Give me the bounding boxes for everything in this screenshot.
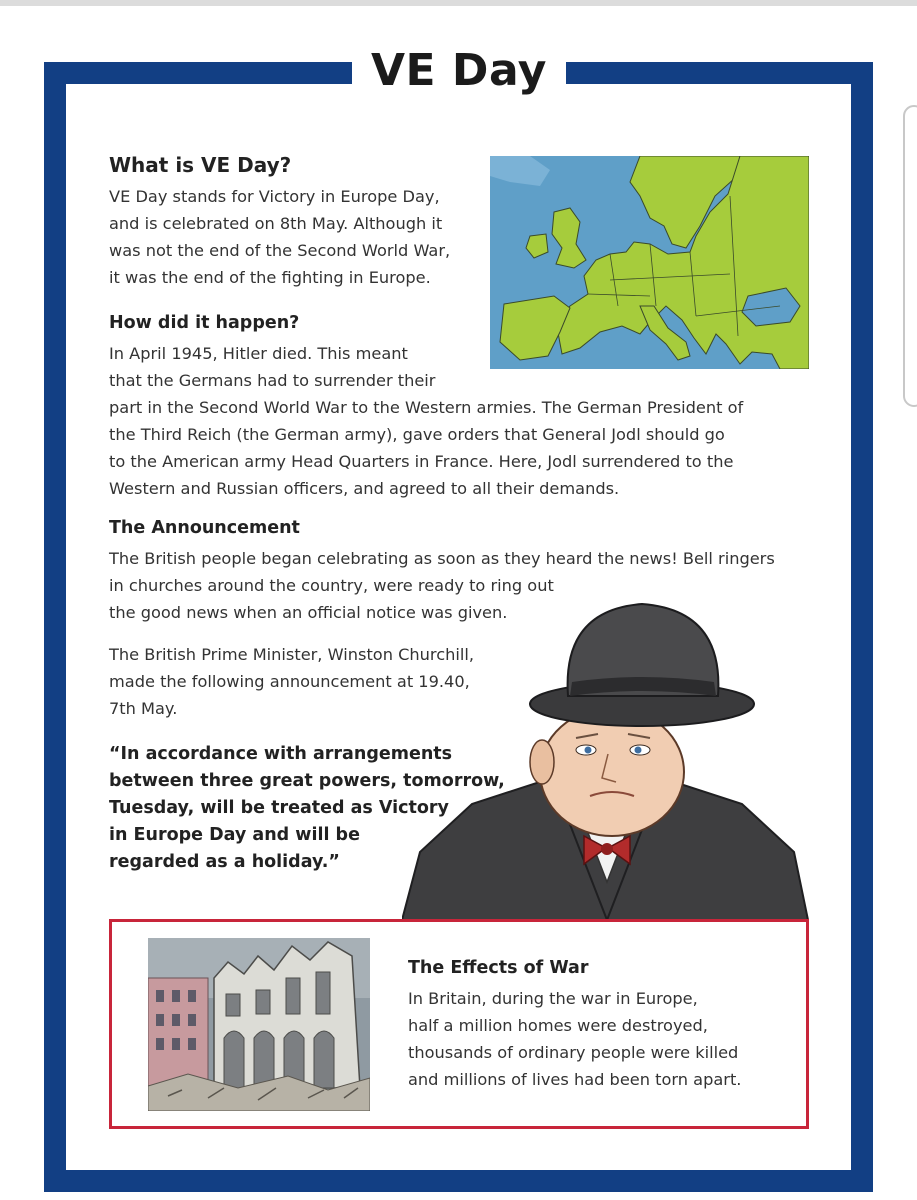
announcement-line: The British people began celebrating as soon as they heard the news! Bell ringers	[109, 549, 775, 568]
churchill-line: made the following announcement at 19.40,	[109, 672, 470, 691]
effects-heading: The Effects of War	[408, 958, 589, 978]
happen-line: the Third Reich (the German army), gave orders that General Jodl should go	[109, 425, 725, 444]
intro-line: it was the end of the fighting in Europe.	[109, 268, 431, 287]
intro-line: VE Day stands for Victory in Europe Day,	[109, 187, 440, 206]
intro-line: and is celebrated on 8th May. Although it	[109, 214, 443, 233]
quote-line: between three great powers, tomorrow,	[109, 771, 505, 791]
page-title: VE Day	[371, 45, 547, 96]
effects-line: and millions of lives had been torn apart.	[408, 1070, 742, 1089]
happen-line: that the Germans had to surrender their	[109, 371, 436, 390]
quote-line: regarded as a holiday.”	[109, 852, 340, 872]
top-bar	[0, 0, 917, 6]
effects-line: thousands of ordinary people were killed	[408, 1043, 739, 1062]
happen-line: Western and Russian officers, and agreed to all their demands.	[109, 479, 620, 498]
happen-heading: How did it happen?	[109, 313, 300, 333]
announcement-line: in churches around the country, were ready to ring out	[109, 576, 554, 595]
announcement-heading: The Announcement	[109, 518, 300, 538]
effects-line: half a million homes were destroyed,	[408, 1016, 708, 1035]
churchill-line: The British Prime Minister, Winston Churchill,	[109, 645, 475, 664]
quote-line: in Europe Day and will be	[109, 825, 360, 845]
bombed-building-image	[148, 938, 370, 1111]
scroll-handle[interactable]	[903, 105, 917, 407]
quote-line: “In accordance with arrangements	[109, 744, 453, 764]
intro-line: was not the end of the Second World War,	[109, 241, 451, 260]
churchill-line: 7th May.	[109, 699, 178, 718]
quote-line: Tuesday, will be treated as Victory	[109, 798, 449, 818]
happen-line: part in the Second World War to the Western armies. The German President of	[109, 398, 744, 417]
effects-line: In Britain, during the war in Europe,	[408, 989, 698, 1008]
happen-line: In April 1945, Hitler died. This meant	[109, 344, 408, 363]
intro-heading: What is VE Day?	[109, 153, 292, 177]
announcement-line: the good news when an official notice was given.	[109, 603, 508, 622]
europe-map-image	[490, 156, 809, 369]
happen-line: to the American army Head Quarters in France. Here, Jodl surrendered to the	[109, 452, 734, 471]
churchill-illustration	[402, 582, 812, 920]
